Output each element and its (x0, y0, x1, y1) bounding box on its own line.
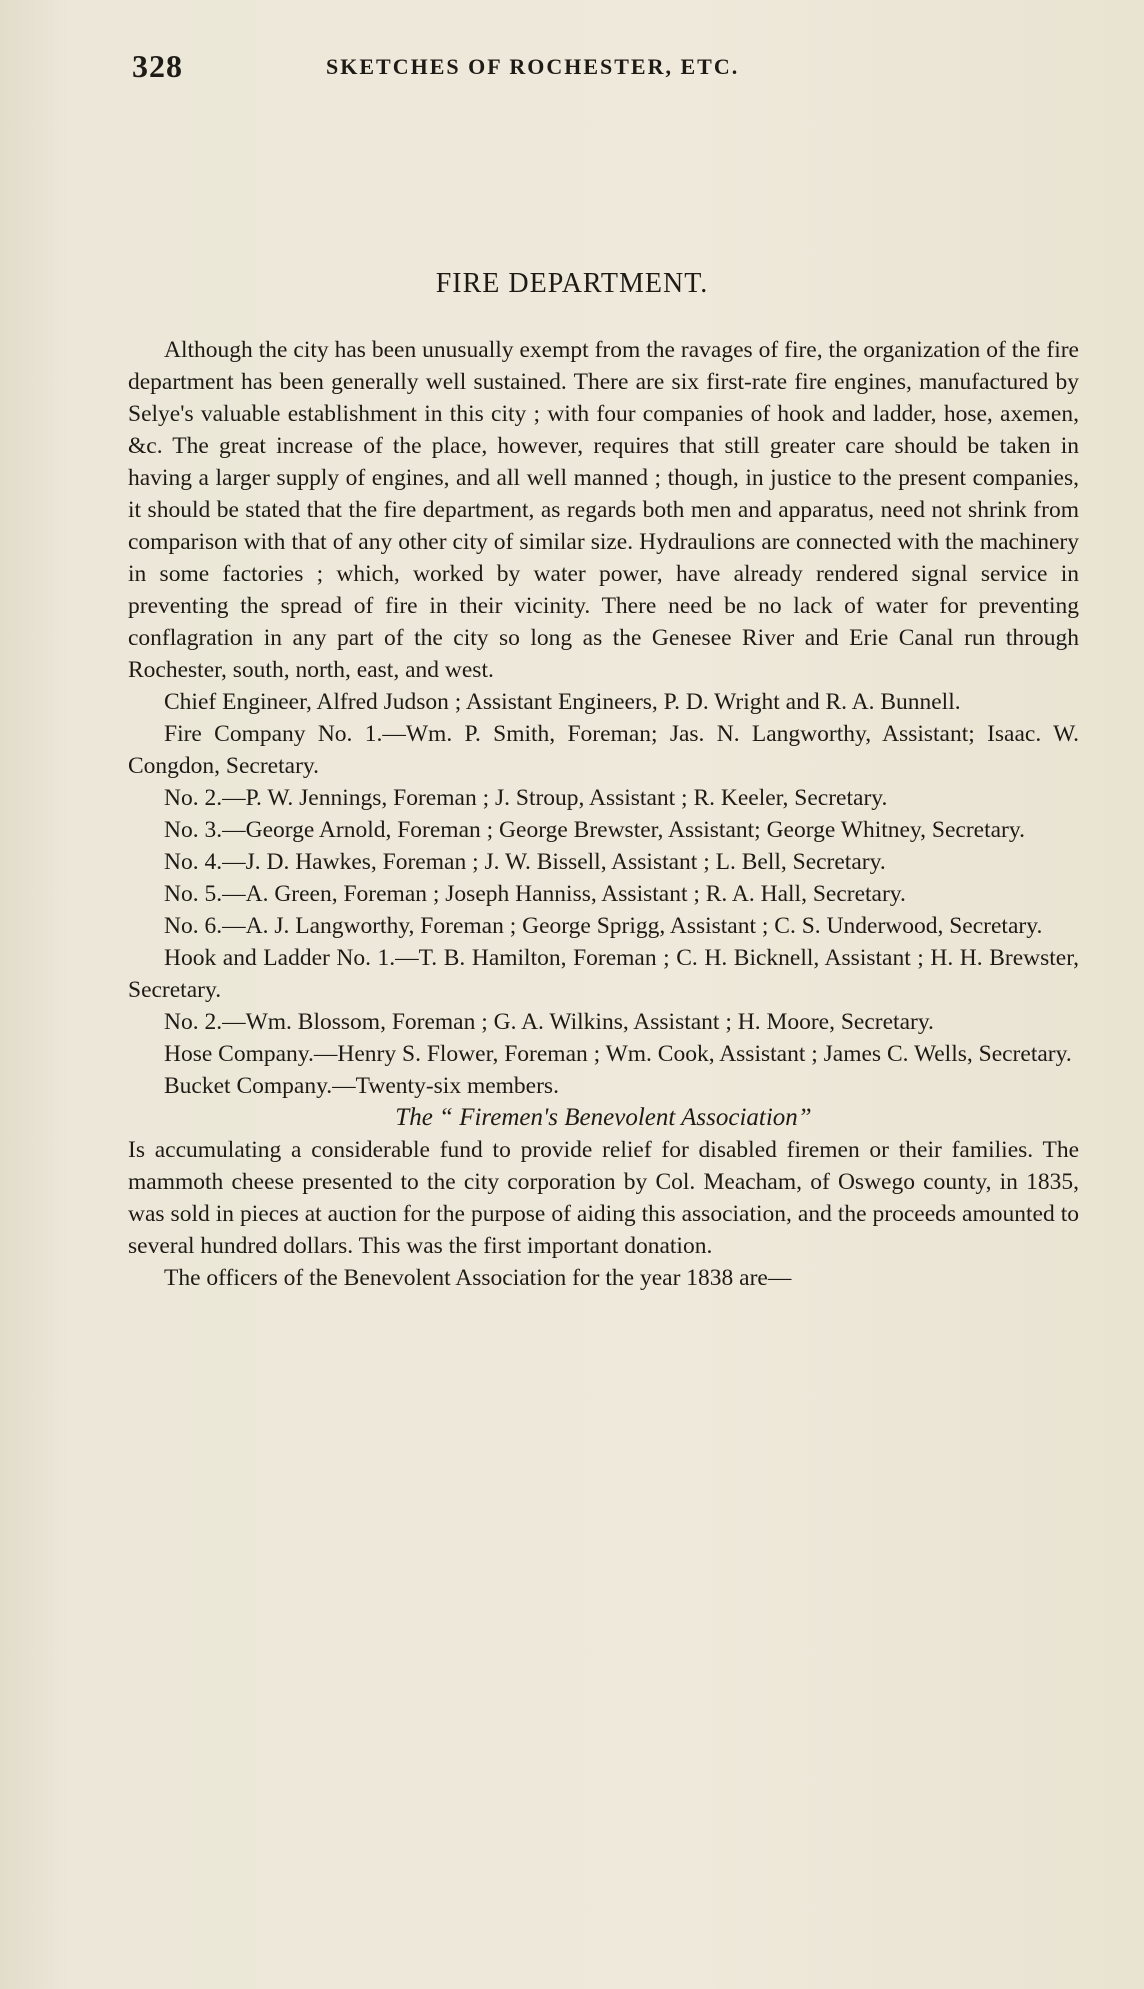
subsection-title (128, 1102, 1079, 1134)
page-number: 328 (132, 48, 183, 84)
paragraph-fire-company-3: No. 3.—George Arnold, Foreman ; George Brewster, Assistant; George Whitney, Secretary. (164, 817, 1025, 843)
body-text (128, 334, 1079, 1294)
running-head: SKETCHES OF ROCHESTER, ETC. (326, 54, 740, 79)
paragraph-fire-company-1: Fire Company No. 1.—Wm. P. Smith, Foreman; Jas. N. Langworthy, Assistant; Isaac. W. Congdon, Secretary. (128, 721, 1079, 779)
paragraph-officers: The officers of the Benevolent Association for the year 1838 are— (164, 1265, 792, 1291)
paragraph-fire-company-6: No. 6.—A. J. Langworthy, Foreman ; George Sprigg, Assistant ; C. S. Underwood, Secretary. (164, 913, 1043, 939)
paragraph-chief-engineer: Chief Engineer, Alfred Judson ; Assistant Engineers, P. D. Wright and R. A. Bunnell. (164, 689, 961, 715)
paragraph-hook-ladder-1: Hook and Ladder No. 1.—T. B. Hamilton, Foreman ; C. H. Bicknell, Assistant ; H. H. Brewster, Secretary. (128, 945, 1079, 1003)
paragraph-bucket-company: Bucket Company.—Twenty-six members. (164, 1073, 559, 1099)
section-title: FIRE DEPARTMENT. (435, 268, 709, 299)
page-header (132, 48, 932, 88)
paragraph-hook-ladder-2: No. 2.—Wm. Blossom, Foreman ; G. A. Wilkins, Assistant ; H. Moore, Secretary. (164, 1009, 934, 1035)
subsection-title-prefix: The (395, 1104, 433, 1131)
paragraph-fire-company-5: No. 5.—A. Green, Foreman ; Joseph Hanniss, Assistant ; R. A. Hall, Secretary. (164, 881, 906, 907)
paragraph-fire-company-2: No. 2.—P. W. Jennings, Foreman ; J. Stroup, Assistant ; R. Keeler, Secretary. (164, 785, 888, 811)
subsection-title-name: “ Firemen's Benevolent Association” (439, 1104, 812, 1131)
paragraph-fire-company-4: No. 4.—J. D. Hawkes, Foreman ; J. W. Bissell, Assistant ; L. Bell, Secretary. (164, 849, 886, 875)
paragraph-intro: Although the city has been unusually exempt from the ravages of fire, the organization of the fire department has been generally well sustained. There are six first-rate fire engines, manufactured by Selye's valuable establishment in this city ; with four companies of hook and ladder, hose, axemen, &c. The great increase of the place, however, requires that still greater care should be taken in having a larger supply of engines, and all well manned ; though, in justice to the present companies, it should be stated that the fire department, as regards both men and apparatus, need not shrink from comparison with that of any other city of similar size. Hydraulions are connected with the machinery in some factories ; which, worked by water power, have already rendered signal service in preventing the spread of fire in their vicinity. There need be no lack of water for preventing conflagration in any part of the city so long as the Genesee River and Erie Canal run through Rochester, south, north, east, and west. (128, 337, 1079, 683)
paragraph-hose-company: Hose Company.—Henry S. Flower, Foreman ; Wm. Cook, Assistant ; James C. Wells, Secretary. (164, 1041, 1072, 1067)
paragraph-association: Is accumulating a considerable fund to provide relief for disabled firemen or their families. The mammoth cheese presented to the city corporation by Col. Meacham, of Oswego county, in 1835, was sold in pieces at auction for the purpose of aiding this association, and the proceeds amounted to several hundred dollars. This was the first important donation. (128, 1137, 1079, 1259)
